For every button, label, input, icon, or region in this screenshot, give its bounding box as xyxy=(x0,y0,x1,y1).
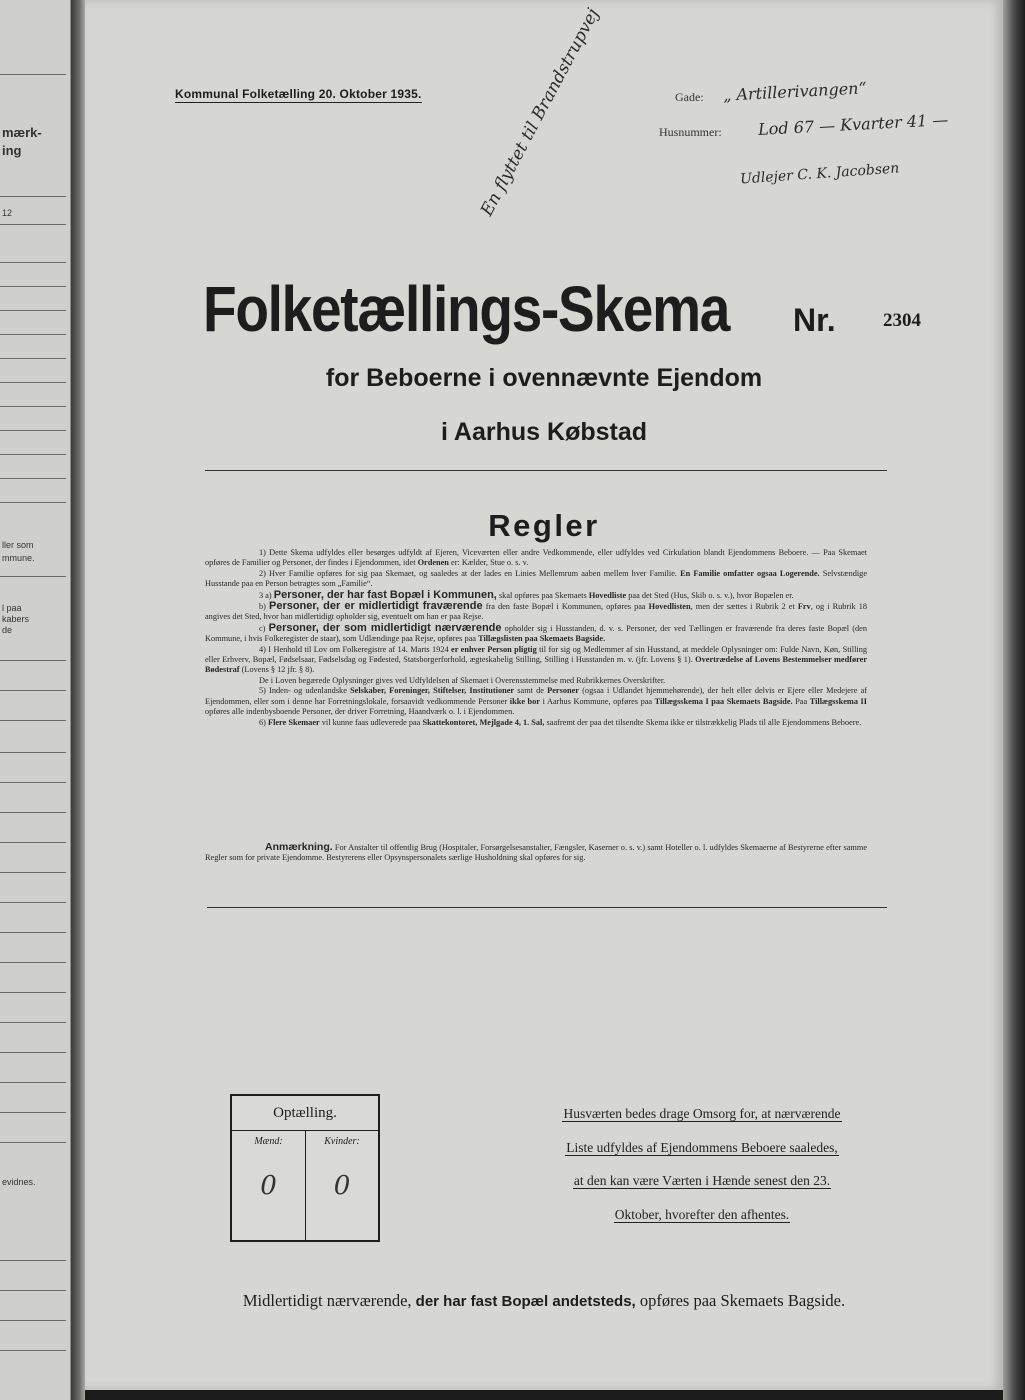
rule-1: 1) Dette Skema udfyldes eller besørges udfyldt af Ejeren, Viceværten eller andre Vedkommende, eller udfyldes ved Cirkulation blandt Ejendommens Beboere. — Paa Skemaet opføres de Familier og Personer, der findes i Ejendommen, idet Ordenen er: Kælder, Stue o. s. v. xyxy=(205,548,867,568)
divider-top xyxy=(205,470,887,471)
rules-text xyxy=(205,548,867,728)
maend-column xyxy=(232,1131,306,1240)
page-edge-right xyxy=(1003,0,1025,1400)
rule-4-cont: De i Loven begærede Oplysninger gives ved Udfyldelsen af Skemaet i Overensstemmelse med Rubrikkernes Overskrifter. xyxy=(259,675,666,685)
kvinder-label: Kvinder: xyxy=(324,1136,360,1147)
form-title: Folketællings-Skema xyxy=(203,273,730,345)
kvinder-count: 0 xyxy=(333,1171,351,1201)
notice-line: at den kan være Værten i Hænde senest den 23. xyxy=(573,1173,831,1188)
left-fragment: 12 xyxy=(2,208,13,218)
owner-note: Udlejer C. K. Jacobsen xyxy=(739,160,900,188)
husnummer-label: Husnummer: xyxy=(659,125,722,139)
landlord-notice xyxy=(534,1097,870,1231)
footer-note: Midlertidigt nærværende, der har fast Bopæl andetsteds, opføres paa Skemaets Bagside. xyxy=(242,1291,846,1310)
husnummer-value: Lod 67 — Kvarter 41 — xyxy=(757,110,949,139)
notice-line: Husværten bedes drage Omsorg for, at nærværende xyxy=(563,1106,841,1121)
left-fragment: ller som xyxy=(2,540,34,550)
form-number-label: Nr. xyxy=(793,302,836,338)
census-header: Kommunal Folketælling 20. Oktober 1935. xyxy=(175,87,422,101)
left-fragment: mærk- xyxy=(2,125,42,140)
left-fragment: kabers xyxy=(2,614,30,624)
maend-count: 0 xyxy=(260,1171,277,1201)
rule-3b: b) Personer, der er midlertidigt fraværende fra den faste Bopæl i Kommunen, opføres paa Hovedlisten, men der sættes i Rubrik 2 et Frv, og i Rubrik 18 angives det Sted, hvor han midlertidigt opholder sig, eventuelt om han er paa Rejse. xyxy=(205,600,867,622)
form-subtitle: for Beboerne i ovennævnte Ejendom xyxy=(325,364,763,392)
notice-line: Liste udfyldes af Ejendommens Beboere saaledes, xyxy=(566,1139,838,1155)
rule-4: 4) I Henhold til Lov om Folkeregistre af 14. Marts 1924 er enhver Person pligtig til for sig og Medlemmer af sin Husstand, at meddele Oplysninger om: Fulde Navn, Køn, Stilling eller Erhverv, Bopæl, Fødselsaar, Fødselsdag og Fødested, Statsborgerforhold, ægteskabelig Stilling, Stilling i Husstanden m. v. (jfr. Lovens § 1). Overtrædelse af Lovens Bestemmelser medfører Bødestraf (Lovens § 12 jfr. § 8). xyxy=(205,644,868,675)
left-page-edge xyxy=(0,0,71,1400)
divider-bottom xyxy=(207,907,887,908)
gade-value: „ Artillerivangen“ xyxy=(722,78,868,105)
gade-label: Gade: xyxy=(675,90,704,104)
left-fragment: mmune. xyxy=(2,553,35,563)
kvinder-column xyxy=(306,1131,378,1240)
rule-3c: c) Personer, der som midlertidigt nærværende opholder sig i Husstanden, d. v. s. Personer, der ved Tællingen er fraværende fra deres faste Bopæl (den Kommune, i hvis Folkeregister de staar), som Udlændinge paa Rejse, opføres paa Tillægslisten paa Skemaets Bagside. xyxy=(205,621,868,644)
left-fragment: l paa xyxy=(2,603,22,613)
anmaerkning-heading: Anmærkning. xyxy=(265,841,333,853)
book-gutter xyxy=(71,0,85,1400)
rule-6: 6) Flere Skemaer vil kunne faas udleverede paa Skattekontoret, Mejlgade 4, 1. Sal, saafremt der paa det tilsendte Skema ikke er tilstrækkelig Plads til alle Ejendommens Beboere. xyxy=(259,717,862,727)
rule-2: 2) Hver Familie opføres for sig paa Skemaet, og saaledes at der lades en Linies Mellemrum aaben mellem hver Familie. En Familie omfatter ogsaa Logerende. Selvstændige Husstande paa en Person betragtes som „Familie“. xyxy=(205,568,868,589)
rule-5: 5) Inden- og udenlandske Selskaber, Foreninger, Stiftelser, Institutioner samt de Personer (ogsaa i Udlandet hjemmehørende), der helt eller delvis er Ejere eller Medejere af Ejendommen, eller som i denne har Forretningslokale, forsaavidt vedkommende Personer ikke bor i Aarhus Kommune, opføres paa Tillægsskema I paa Skemaets Bagside. Paa Tillægsskema II opføres alle indenbysboende Personer, der driver Forretning, Haandværk o. l. i Ejendommen. xyxy=(205,686,868,717)
form-number: 2304 xyxy=(883,310,921,331)
anmaerkning-text: Anmærkning. For Anstalter til offentlig Brug (Hospitaler, Forsørgelsesanstalter, Fængsler, Kaserner o. s. v.) samt Hoteller o. l. udfyldes Skemaerne af Bestyrerne efter samme Regler som for private Ejendomme. Bestyrerens eller Opsynspersonalets særlige Husholdning skal opføres for sig. xyxy=(205,841,867,863)
maend-label: Mænd: xyxy=(254,1136,283,1147)
form-subtitle-city: i Aarhus Købstad xyxy=(440,418,648,446)
margin-handwritten-note: En flyttet til Brandstrupvej xyxy=(477,5,604,220)
left-fragment: de xyxy=(2,625,13,635)
count-box xyxy=(230,1094,380,1242)
left-fragment: evidnes. xyxy=(2,1177,36,1187)
rule-3a: 3 a) Personer, der har fast Bopæl i Kommunen, skal opføres paa Skemaets Hovedliste paa det Sted (Hus, Skib o. s. v.), hvor Bopælen er. xyxy=(259,588,794,601)
regler-heading: Regler xyxy=(488,508,600,543)
left-fragment: ing xyxy=(2,143,22,158)
notice-line: Oktober, hvorefter den afhentes. xyxy=(614,1206,790,1222)
census-form-page xyxy=(85,0,1003,1390)
count-box-title: Optælling. xyxy=(232,1096,378,1131)
